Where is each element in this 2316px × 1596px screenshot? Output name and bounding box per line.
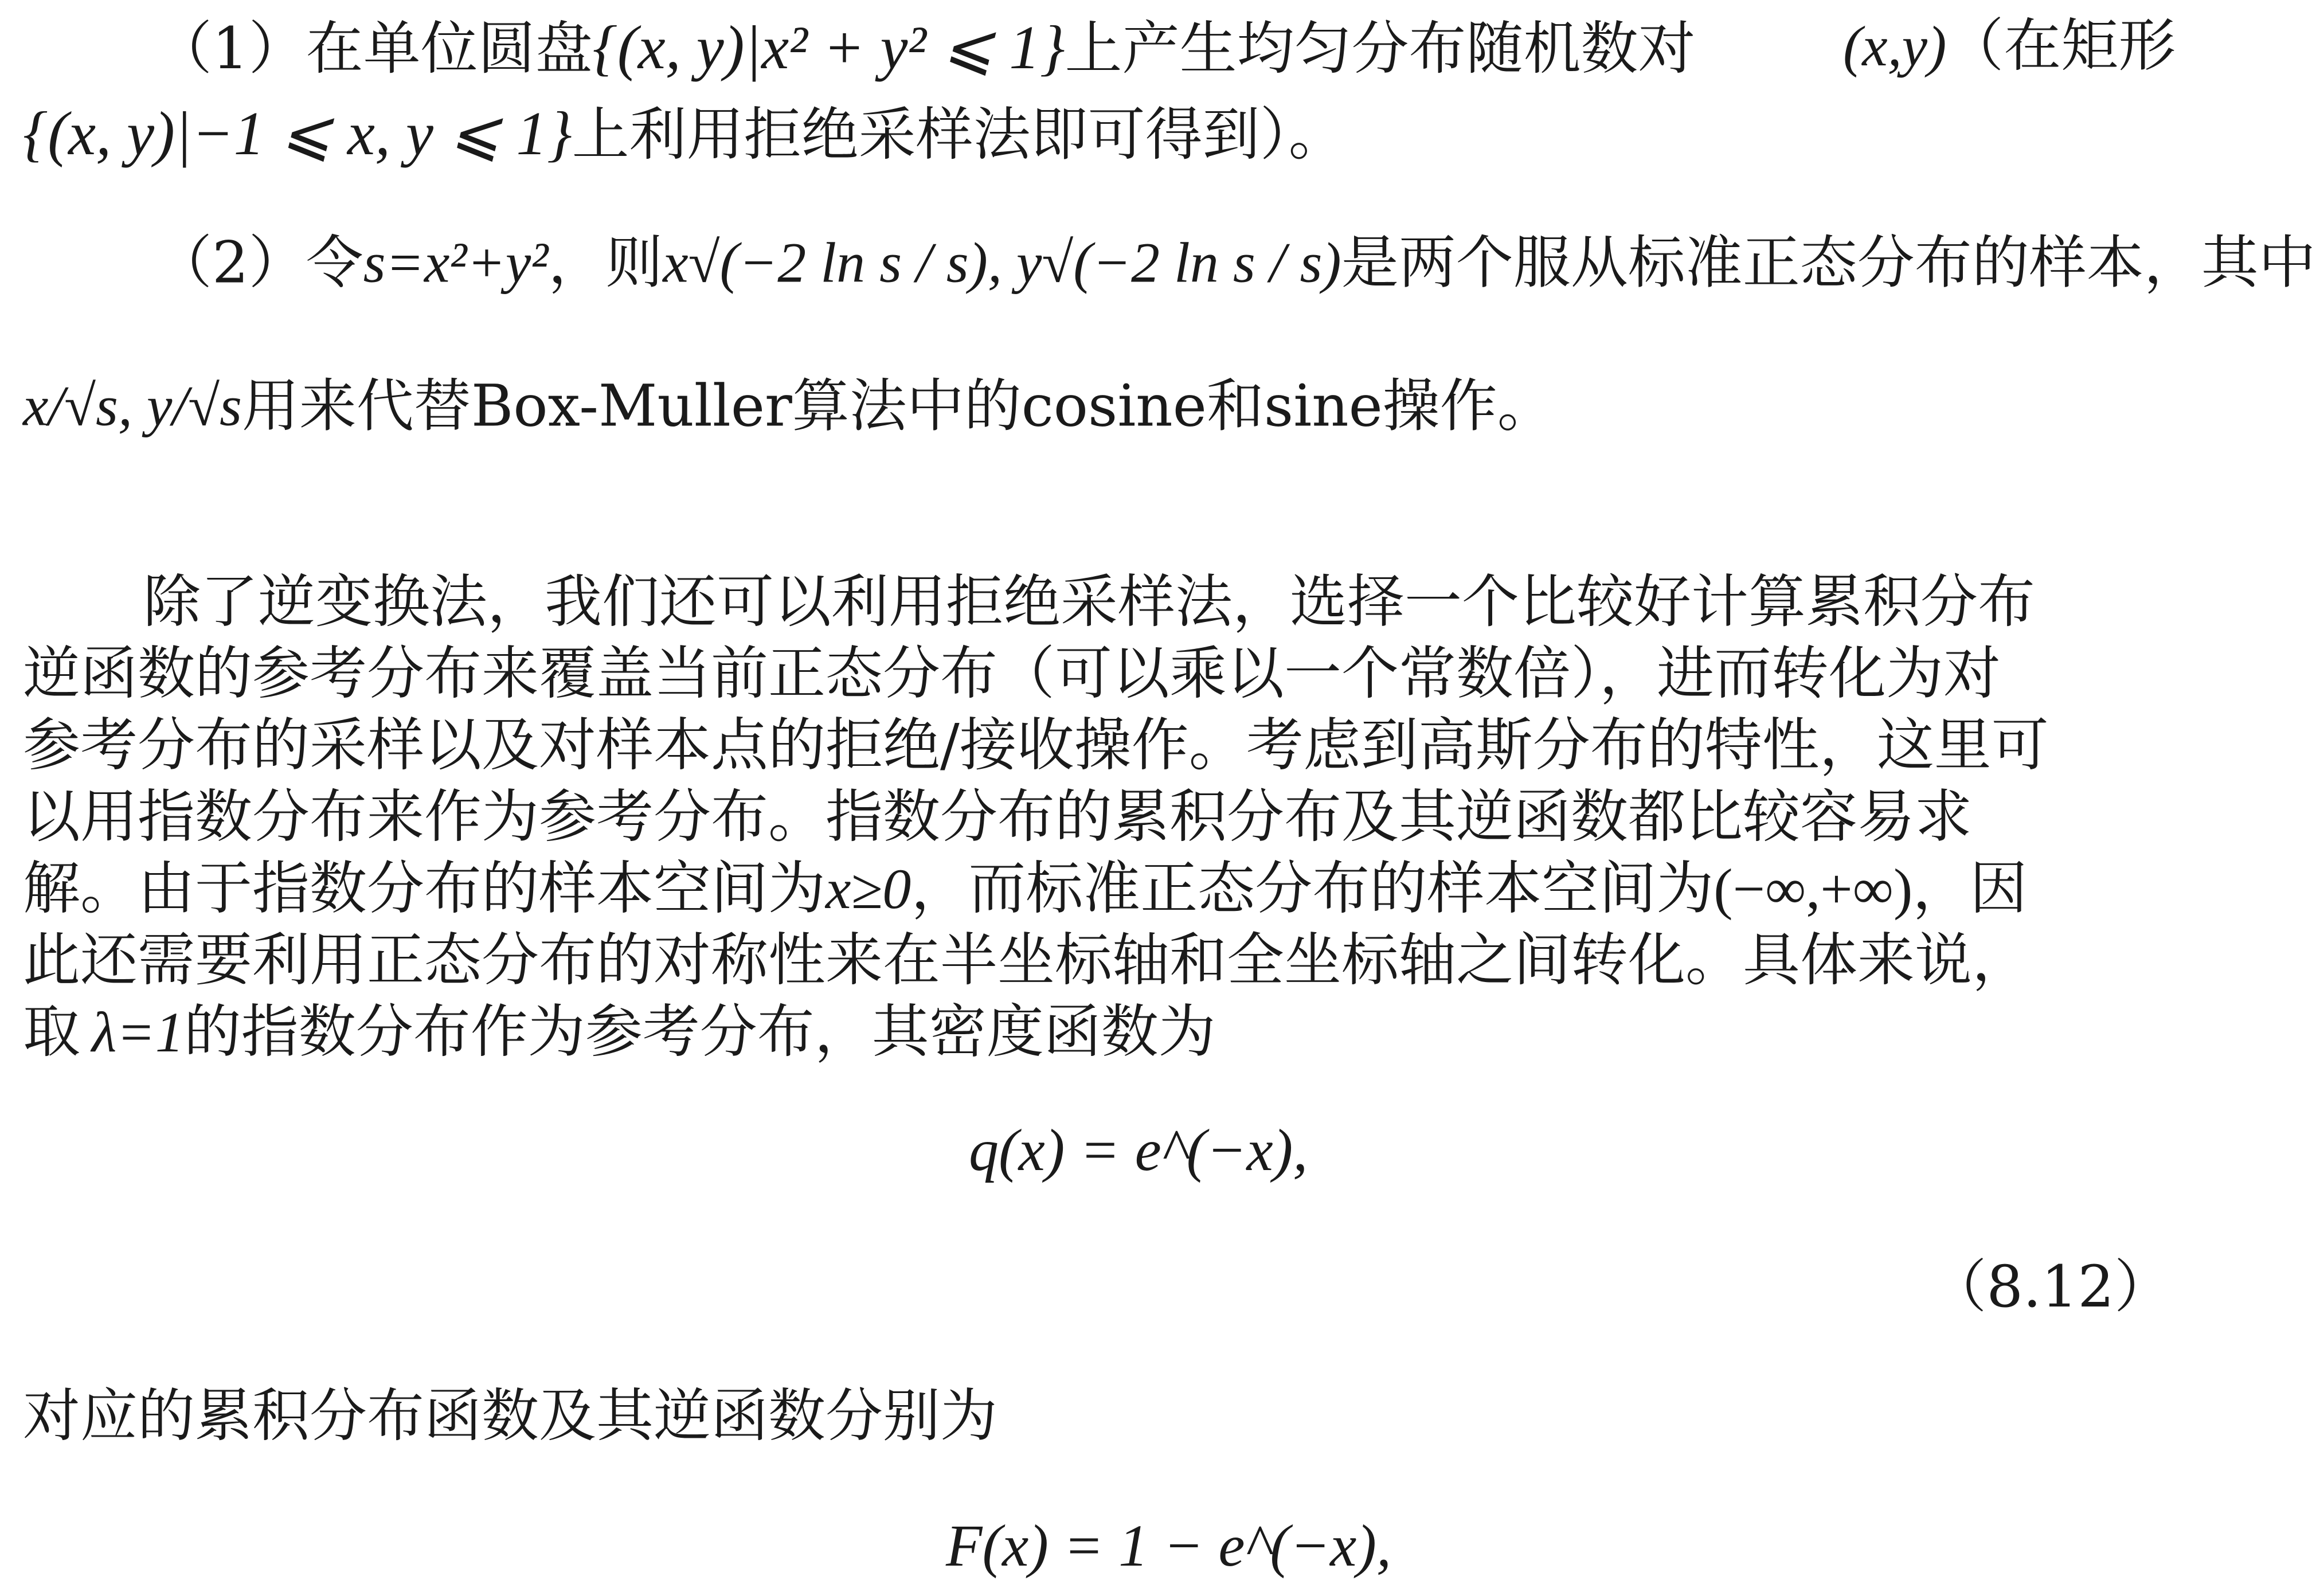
para-text-7a: 取: [23, 998, 80, 1065]
x-nonneg-formula: x≥0: [826, 857, 911, 921]
item2-line2: [23, 372, 1555, 440]
para-text-3: 参考分布的采样以及对样本点的拒绝/接收操作。考虑到高斯分布的特性，这里可: [23, 711, 2049, 779]
ratio-formula: x/√s, y/√s: [23, 374, 242, 438]
item2-line1: [155, 229, 2316, 296]
lambda-formula: λ=1: [92, 1000, 184, 1064]
para-line-3: [23, 711, 2049, 779]
para-text-2: 逆函数的参考分布来覆盖当前正态分布（可以乘以一个常数倍），进而转化为对: [23, 640, 2001, 707]
para-line-6: [23, 926, 2029, 993]
density-equation: [969, 1117, 1308, 1183]
s-definition-formula: s=x²+y²: [363, 230, 549, 295]
para-text-5a: 解。由于指数分布的样本空间为: [23, 855, 826, 922]
item1-paren-open: （在矩形: [1946, 12, 2176, 79]
normal-samples-formula: x√(−2 ln s / s), y√(−2 ln s / s): [663, 230, 1341, 295]
equation-number: [1929, 1253, 2172, 1320]
item2-line2-text: 用来代替Box-Muller算法中的cosine和sine操作。: [241, 372, 1555, 440]
para-line-1: [143, 568, 2035, 635]
disk-set-formula: {(x, y)|x² + y² ⩽ 1}: [592, 14, 1065, 82]
item1-mid: 上产生均匀分布随机数对: [1065, 15, 1696, 82]
density-formula: q(x) = e^(−x),: [969, 1117, 1308, 1183]
item1-line1: [155, 14, 1696, 82]
para-line-2: [23, 640, 2001, 707]
item1-pair-block: [1843, 12, 2176, 79]
equation-number-text: （8.12）: [1929, 1253, 2172, 1320]
para-text-5b: ，而标准正态分布的样本空间为: [911, 855, 1714, 922]
para-text-1: 除了逆变换法，我们还可以利用拒绝采样法，选择一个比较好计算累积分布: [143, 568, 2035, 635]
item2-then: ，则: [548, 229, 663, 296]
para-text-4: 以用指数分布来作为参考分布。指数分布的累积分布及其逆函数都比较容易求: [23, 783, 1972, 850]
cdf-equation: [946, 1513, 1391, 1579]
real-line-formula: (−∞,+∞): [1713, 857, 1913, 921]
para-text-7c: 的指数分布作为参考分布，其密度函数为: [183, 998, 1216, 1065]
xy-pair-formula: (x,y): [1843, 14, 1947, 78]
para-line-5: [23, 855, 2028, 922]
item1-prefix: （1）在单位圆盘: [155, 15, 593, 82]
item1-line2: [23, 100, 1346, 168]
cdf-intro-text: 对应的累积分布函数及其逆函数分别为: [23, 1382, 997, 1449]
para-text-6: 此还需要利用正态分布的对称性来在半坐标轴和全坐标轴之间转化。具体来说，: [23, 926, 2029, 993]
cdf-formula: F(x) = 1 − e^(−x),: [946, 1513, 1391, 1579]
item2-suffix: 是两个服从标准正态分布的样本，其中: [1341, 229, 2316, 296]
para-line-4: [23, 783, 1972, 850]
item1-suffix: 上利用拒绝采样法即可得到）。: [572, 101, 1346, 168]
rect-set-formula: {(x, y)|−1 ⩽ x, y ⩽ 1}: [23, 100, 572, 168]
item2-prefix: （2）令: [155, 229, 363, 296]
para-line-7: [23, 998, 1216, 1065]
para-text-5d: ，因: [1912, 855, 2028, 922]
cdf-intro-line: [23, 1382, 997, 1449]
